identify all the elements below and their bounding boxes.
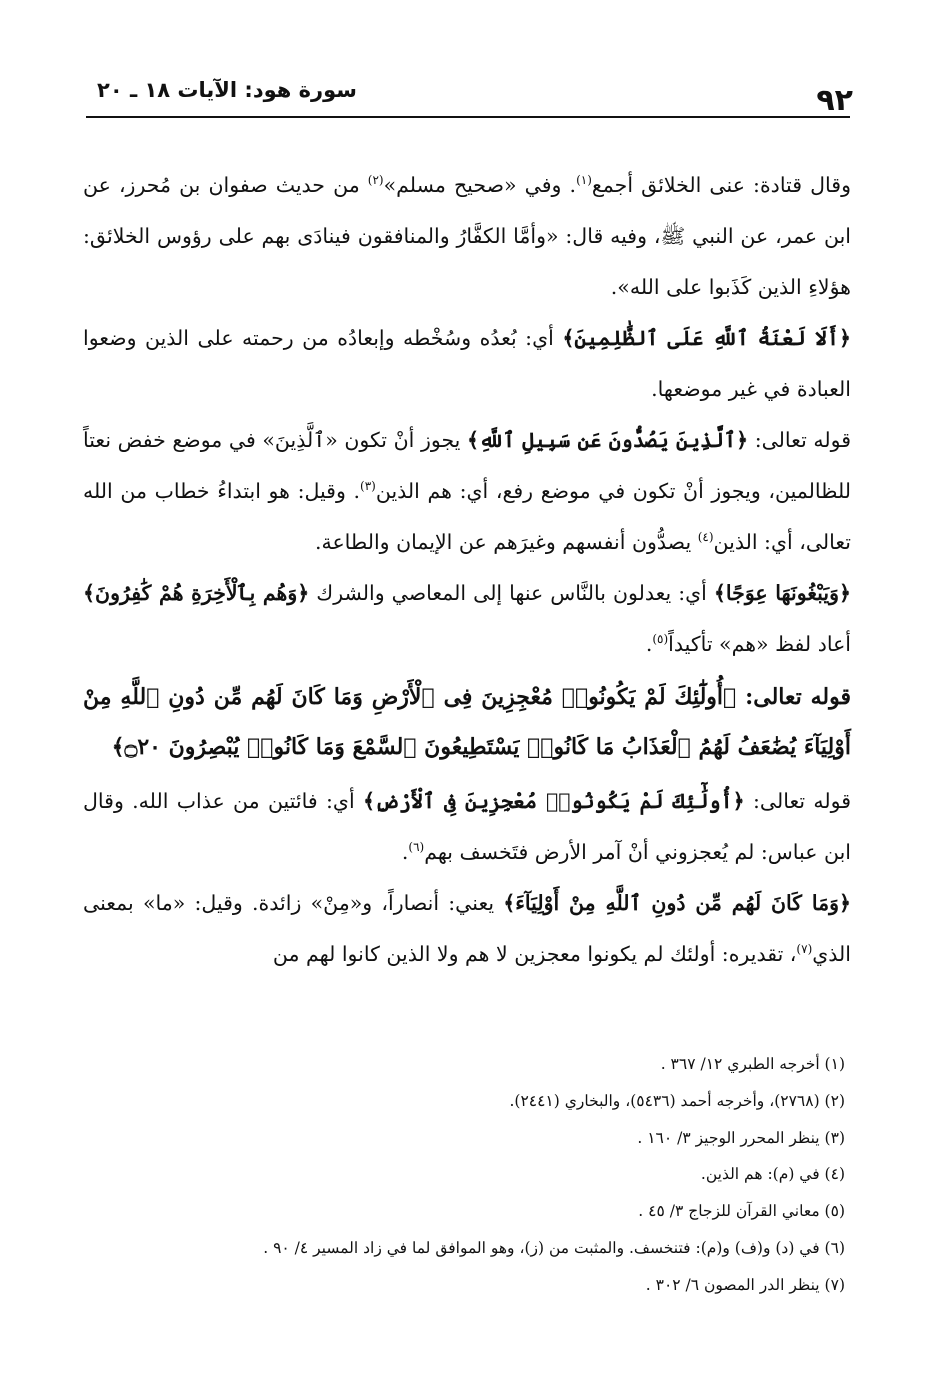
text-run: أي: بُعدُه وسُخْطه وإبعادُه من رحمته على الذين وضعوا العبادة في غير موضعها.	[83, 326, 851, 401]
text-run: من حديث صفوان بن مُحرز، عن ابن عمر، عن النبي ﷺ، وفيه قال: «وأمَّا الكفَّارُ والمنافقون فينادَى بهم على رؤوس الخلائق: هؤلاءِ الذين كَذَبوا على الله».	[83, 173, 851, 299]
footnote-ref-4: (٤)	[697, 530, 714, 544]
running-title: سورة هود: الآيات ١٨ ـ ٢٠	[97, 78, 357, 102]
quran-quote: ﴿وَيَبْغُونَهَا عِوَجًا﴾	[713, 581, 851, 605]
verse-heading	[83, 672, 851, 772]
text-run: يجوز أنْ تكون «ٱلَّذِينَ» في موضع خفض نعتاً للظالمين، ويجوز أنْ تكون في موضع رفع، أي: هم الذين	[83, 428, 851, 503]
footnote-5: (٥) معاني القرآن للزجاج ٣/ ٤٥ .	[638, 1202, 845, 1221]
text-run: . وقيل: هو ابتداءُ خطاب من الله تعالى، أي: الذين	[83, 479, 851, 554]
text-run: وقال قتادة: عنى الخلائق أجمع	[591, 173, 851, 197]
footnote-ref-3: (٣)	[360, 479, 376, 493]
footnote-2: (٢) (٢٧٦٨)، وأخرجه أحمد (٥٤٣٦)، والبخاري (٢٤٤١).	[509, 1091, 845, 1110]
footnote-ref-6: (٦)	[408, 840, 425, 854]
footnote-ref-5: (٥)	[652, 632, 669, 646]
footnote-ref-1: (١)	[576, 173, 592, 187]
footnote-7: (٧) ينظر الدر المصون ٦/ ٣٠٢ .	[645, 1275, 845, 1294]
footnote-1: (١) أخرجه الطبري ١٢/ ٣٦٧ .	[660, 1055, 845, 1073]
text-run: .	[401, 840, 409, 864]
text-run: .	[645, 632, 653, 656]
quran-quote: ﴿وَمَا كَانَ لَهُم مِّن دُونِ ٱللَّهِ مِنْ أَوْلِيَآءَ﴾	[503, 891, 851, 915]
paragraph-alladhina	[83, 415, 851, 568]
text-run: أي: فائتين من عذاب الله. وقال ابن عباس: لم يُعجزوني أنْ آمر الأرض فتَخسف بهم	[83, 789, 851, 864]
footnote-3: (٣) ينظر المحرر الوجيز ٣/ ١٦٠ .	[637, 1128, 845, 1147]
text-run: ، تقديره: أولئك لم يكونوا معجزين لا هم ولا الذين كانوا لهم من	[272, 942, 797, 966]
text-run: قوله تعالى:	[748, 428, 851, 452]
footnote-ref-7: (٧)	[796, 942, 813, 956]
text-run: قوله تعالى:	[744, 789, 852, 813]
paragraph-mujizin	[83, 776, 851, 878]
footnote-6: (٦) في (د) و(ف) و(م): فتنخسف. والمثبت من (ز)، وهو الموافق لما في زاد المسير ٤/ ٩٠ .	[263, 1238, 845, 1257]
footnote-ref-2: (٢)	[367, 173, 384, 187]
text-run: . وفي «صحيح مسلم»	[383, 173, 577, 197]
paragraph-qatada	[83, 160, 851, 313]
verse-lead: قوله تعالى:	[736, 684, 851, 710]
quran-quote: ﴿أُولَٰٓئِكَ لَمْ يَكُونُوا۟ مُعْجِزِينَ فِى ٱلْأَرْضِ﴾	[362, 789, 745, 813]
quran-quote: ﴿وَهُم بِٱلْأَخِرَةِ هُمْ كَٰفِرُونَ﴾	[83, 581, 310, 605]
paragraph-curse-explanation	[83, 313, 851, 415]
text-run: يعني: أنصاراً، و«مِنْ» زائدة. وقيل: «ما» بمعنى الذي	[83, 891, 851, 966]
footnote-4: (٤) في (م): هم الذين.	[700, 1165, 845, 1184]
footnotes	[85, 1046, 845, 1304]
quran-quote: ﴿ٱلَّذِينَ يَصُدُّونَ عَن سَبِيلِ ٱللَّهِ﴾	[466, 428, 749, 452]
quran-verse: ﴿أُولَٰٓئِكَ لَمْ يَكُونُوا۟ مُعْجِزِينَ فِى ٱلْأَرْضِ وَمَا كَانَ لَهُم مِّن دُونِ ٱللَّهِ مِنْ أَوْلِيَآءَ يُضَٰعَفُ لَهُمُ ٱلْعَذَابُ مَا كَانُوا۟ يَسْتَطِيعُونَ ٱلسَّمْعَ وَمَا كَانُوا۟ يُبْصِرُونَ ۝٢٠﴾	[83, 684, 851, 760]
paragraph-awliya	[83, 878, 851, 980]
header-rule	[86, 116, 850, 118]
text-run: أعاد لفظ «هم» تأكيداً	[668, 632, 851, 656]
text-run: أي: يعدلون بالنَّاس عنها إلى المعاصي والشرك	[309, 581, 714, 605]
page-number: ٩٢	[816, 83, 853, 118]
quran-quote: ﴿أَلَا لَعْنَةُ ٱللَّهِ عَلَى ٱلظَّٰلِمِينَ﴾	[562, 326, 851, 350]
text-run: يصدُّون أنفسهم وغيرَهم عن الإيمان والطاعة.	[314, 530, 698, 554]
paragraph-iwaja	[83, 568, 851, 670]
main-text	[83, 160, 851, 980]
